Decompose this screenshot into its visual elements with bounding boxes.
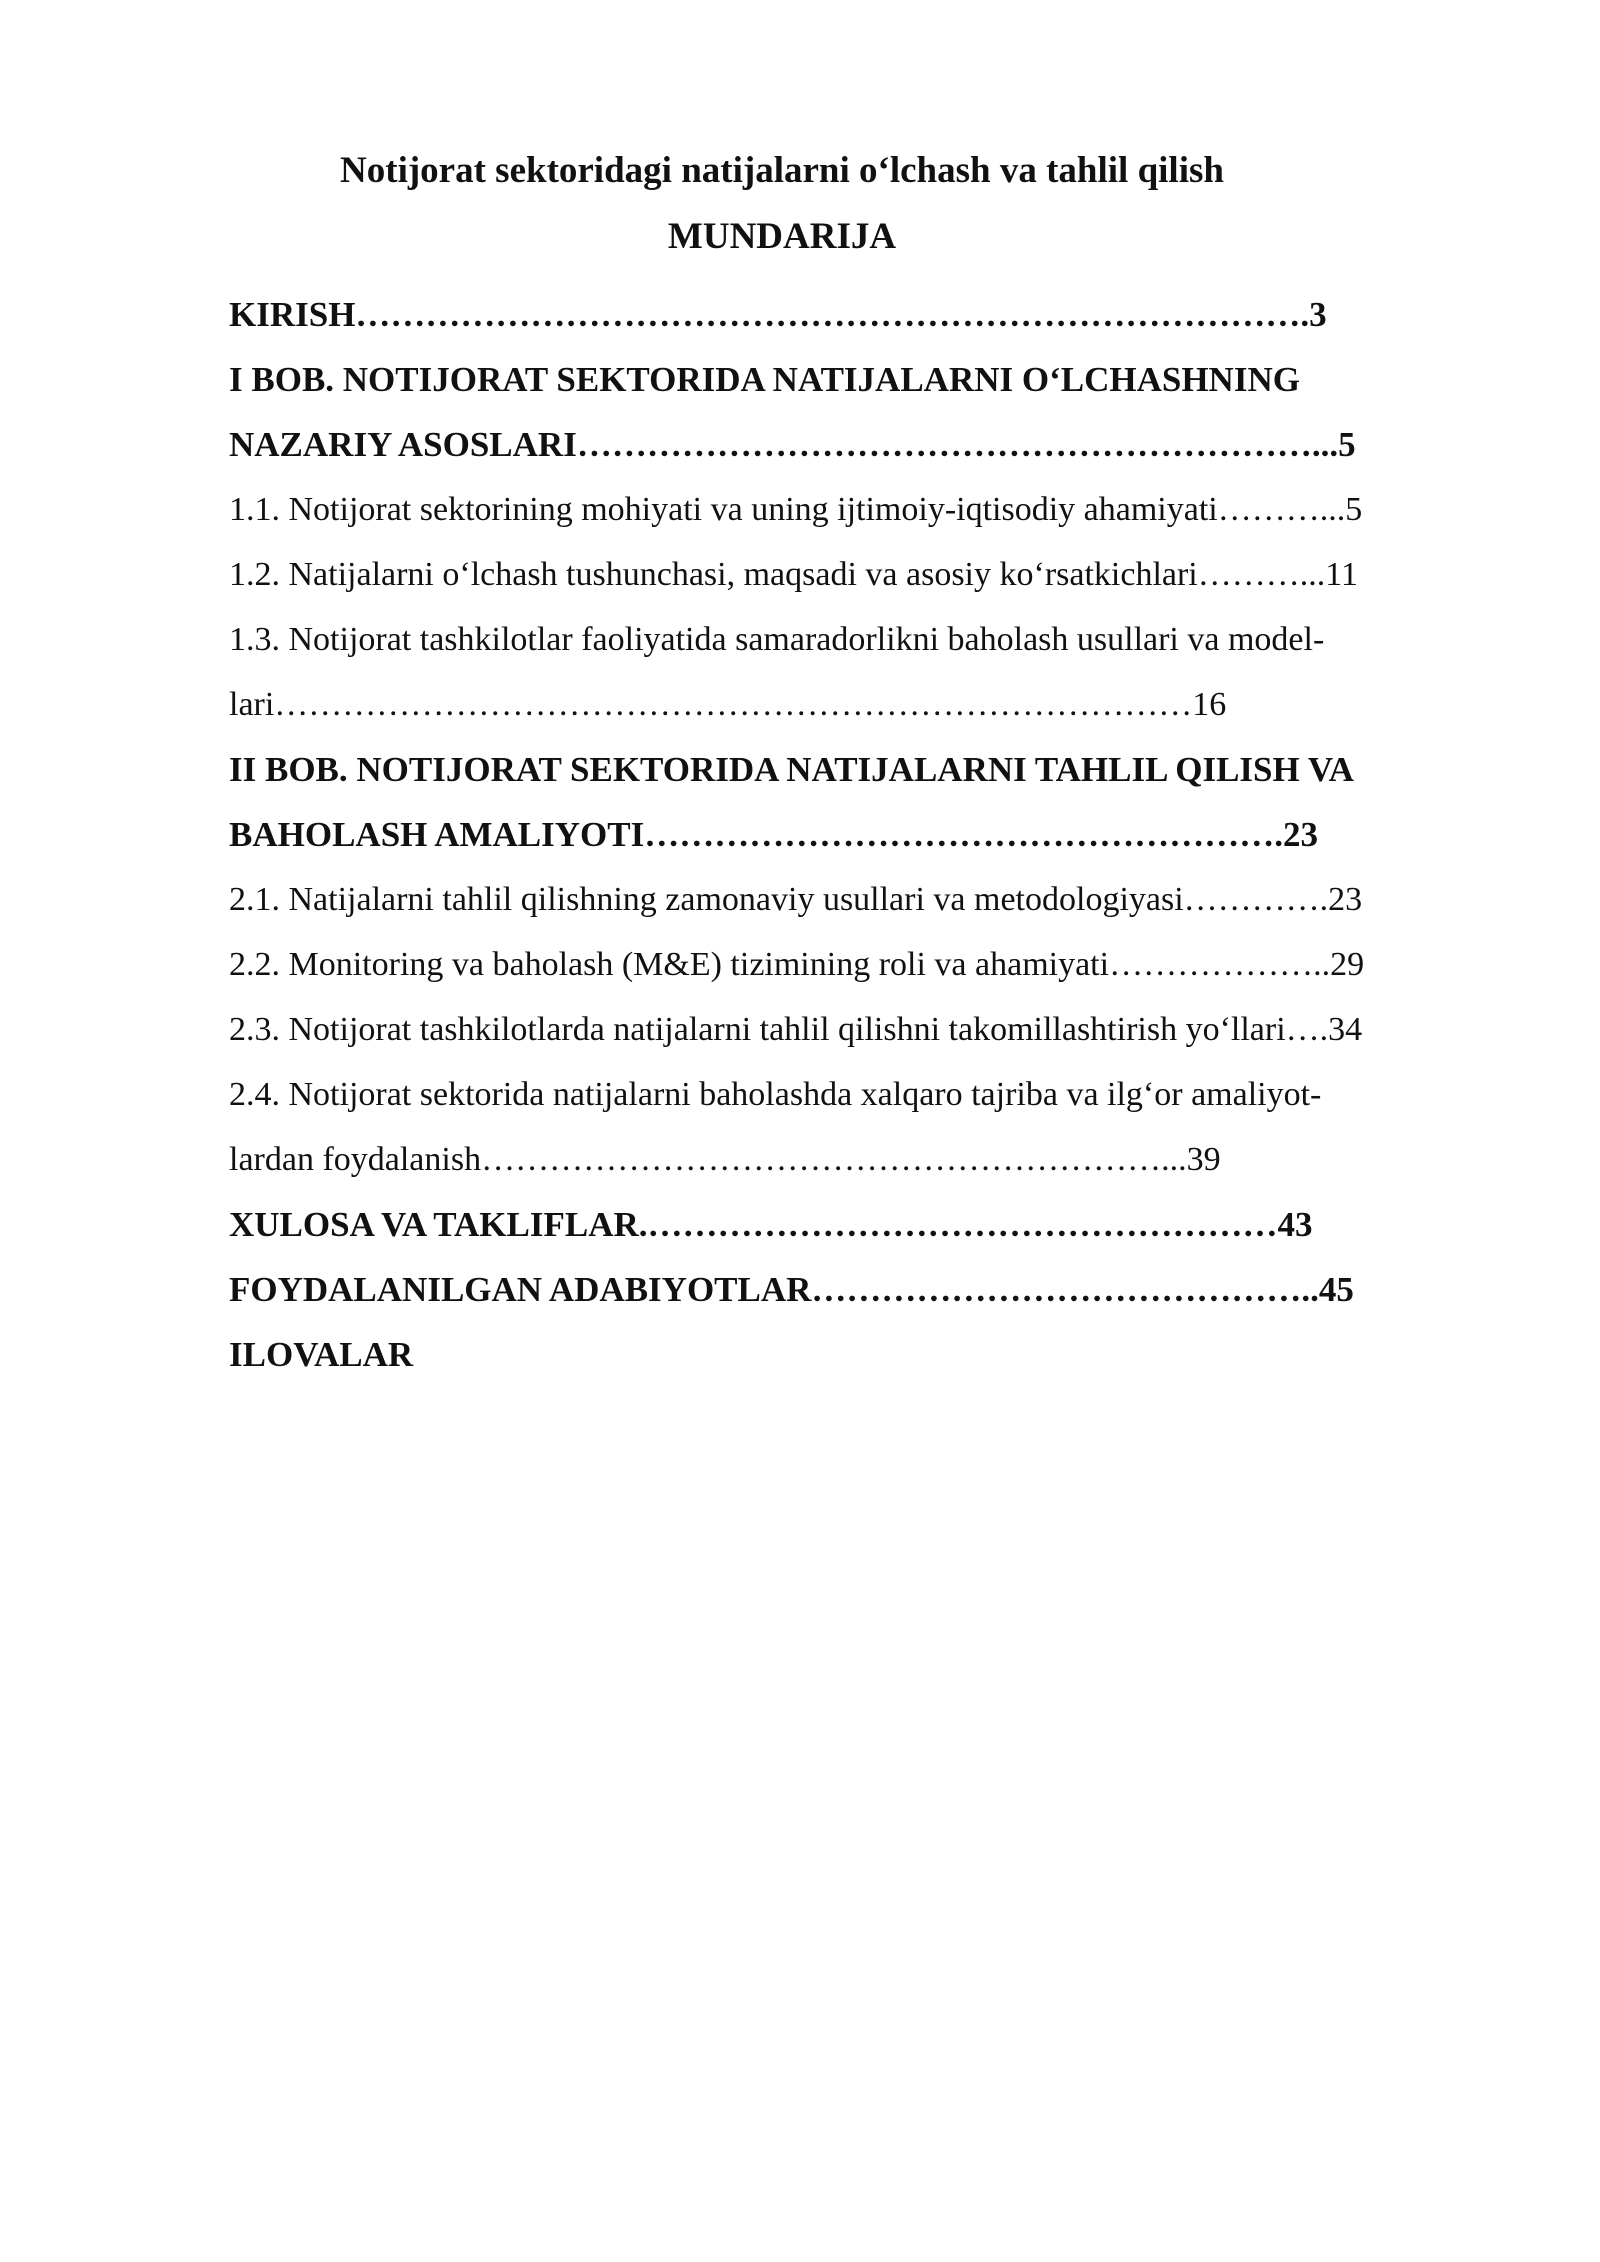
toc-entry-chapter-1-line-1: I BOB. NOTIJORAT SEKTORIDA NATIJALARNI O‘LCHASHNING xyxy=(229,360,1300,399)
toc-entry-ilovalar: ILOVALAR xyxy=(229,1335,414,1374)
toc-entry-section-2-3: 2.3. Notijorat tashkilotlarda natijalarni tahlil qilishni takomillashtirish yo‘llari….34 xyxy=(229,1011,1363,1048)
toc-entry-section-1-2: 1.2. Natijalarni o‘lchash tushunchasi, maqsadi va asosiy ko‘rsatkichlari………...11 xyxy=(229,556,1358,593)
toc-entry-xulosa: XULOSA VA TAKLIFLAR.………………………………………………43 xyxy=(229,1205,1313,1244)
toc-entry-chapter-2-line-1: II BOB. NOTIJORAT SEKTORIDA NATIJALARNI TAHLIL QILISH VA xyxy=(229,750,1354,789)
toc-entry-chapter-1-line-2: NAZARIY ASOSLARI………………………………………………………...5 xyxy=(229,425,1356,464)
toc-entry-adabiyotlar: FOYDALANILGAN ADABIYOTLAR……………………………………..45 xyxy=(229,1270,1354,1309)
toc-entry-section-2-2: 2.2. Monitoring va baholash (M&E) tizimining roli va ahamiyati………………..29 xyxy=(229,946,1365,983)
toc-entry-section-2-4-line-2: lardan foydalanish……………………………………………………...39 xyxy=(229,1141,1221,1178)
toc-entry-chapter-2-line-2: BAHOLASH AMALIYOTI……………………………………………….23 xyxy=(229,815,1318,854)
table-of-contents xyxy=(229,282,1490,1387)
toc-entry-section-1-1: 1.1. Notijorat sektorining mohiyati va uning ijtimoiy-iqtisodiy ahamiyati………...5 xyxy=(229,491,1363,528)
toc-heading: MUNDARIJA xyxy=(667,216,897,257)
toc-entry-kirish: KIRISH……………………………………………………………………….3 xyxy=(229,295,1327,334)
toc-entry-section-2-4-line-1: 2.4. Notijorat sektorida natijalarni baholashda xalqaro tajriba va ilg‘or amaliyot- xyxy=(229,1076,1322,1113)
document-title: Notijorat sektoridagi natijalarni o‘lchash va tahlil qilish xyxy=(340,150,1224,191)
toc-entry-section-1-3-line-2: lari………………………………………………………………………16 xyxy=(229,686,1227,723)
toc-entry-section-1-3-line-1: 1.3. Notijorat tashkilotlar faoliyatida samaradorlikni baholash usullari va model- xyxy=(229,621,1325,658)
toc-entry-section-2-1: 2.1. Natijalarni tahlil qilishning zamonaviy usullari va metodologiyasi………….23 xyxy=(229,881,1363,918)
